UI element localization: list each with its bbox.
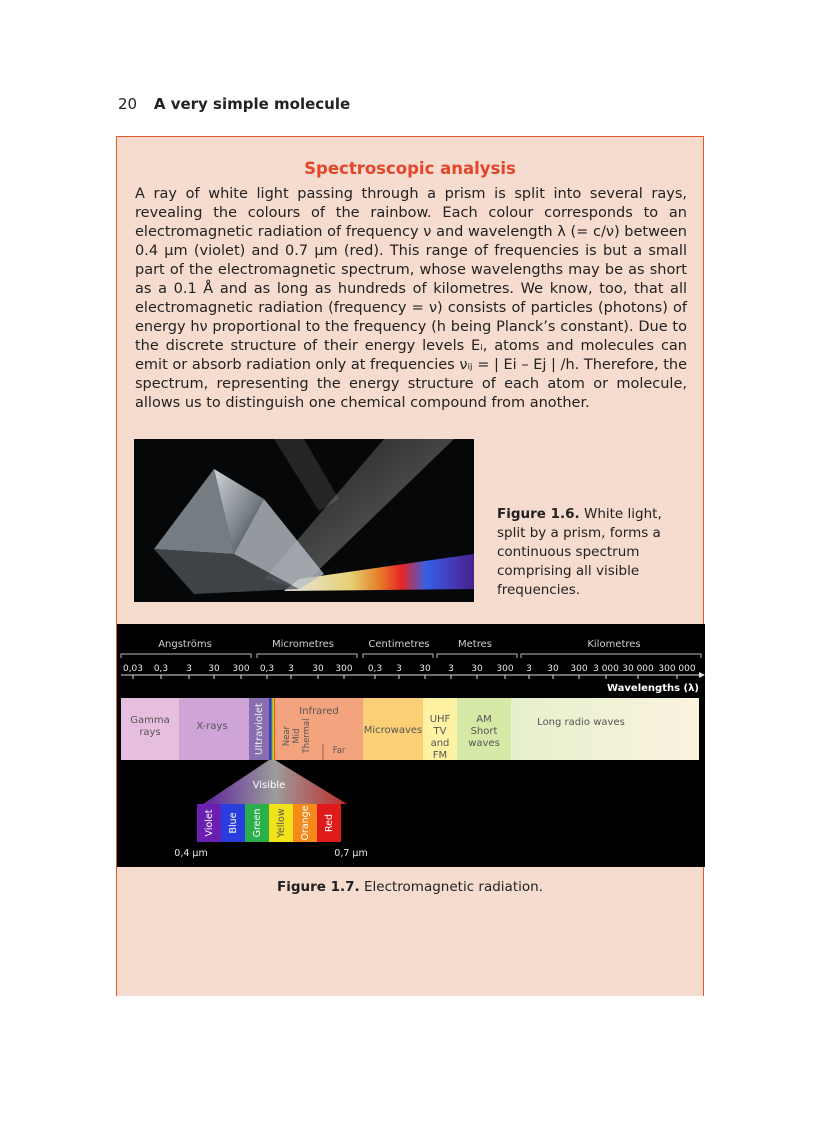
tick-label: 0,3 [259,664,275,674]
em-spectrum-diagram [117,624,705,867]
tick-label: 300 000 [658,664,696,674]
tick-label: 3 [186,664,192,674]
tick-label: 30 000 [622,664,654,674]
figure-1-7-caption [117,879,703,895]
axis-arrow-icon [699,672,705,678]
wavelength-axis-label: Wavelengths (λ) [606,683,699,694]
band-gamma-label: Gamma rays [130,715,170,738]
band-uhf-line-3: and [430,738,450,749]
band-uhf-line-2: TV [433,726,447,737]
page-number: 20 [118,95,138,113]
tick-label: 30 [312,664,324,674]
visible-label-blue: Blue [228,812,239,834]
box-paragraph: A ray of white light passing through a prism is split into several rays, revealing the colours of the rainbow. Each colour corresponds to an electromagnetic radiation of frequency ν and wavelength λ (= c/ν) between 0.4 μm (violet) and 0.7 μm (red). This range of frequencies is but a small part of the electromagnetic spectrum, whose wavelengths may be as short as a 0.1 Å and as long as hundreds of kilometres. We know, too, that all electromagnetic radiation (frequency = ν) consists of particles (photons) of energy hν proportional to the frequency (h being Planck’s constant). Due to the discrete structure of their energy levels Eᵢ, atoms and molecules can emit or absorb radiation only at frequencies νᵢⱼ = | Ei – Ej | /h. Therefore, the spectrum, representing the energy structure of each atom or molecule, allows us to distinguish one chemical compound from another. [135,186,687,411]
figure-1-7-label: Figure 1.7. [277,879,360,895]
wavelength-axis [121,675,699,679]
prism-illustration [134,439,474,602]
unit-header-centimetres: Centimetres [368,639,430,650]
unit-header-metres: Metres [458,639,492,650]
unit-brackets [121,654,701,658]
figure-1-6-text: White light, split by a prism, forms a continuous spectrum comprising all visible frequencies. [497,506,662,598]
tick-label: 3 [526,664,532,674]
band-xrays-label: X-rays [196,721,228,732]
band-thermal-label: Thermal [302,718,312,754]
band-am-line-3: waves [468,738,500,749]
tick-labels [123,664,696,674]
visible-min-label: 0,4 μm [174,848,208,859]
visible-label-orange: Orange [300,805,311,841]
band-microwaves-label: Microwaves [363,725,423,736]
tick-label: 300 [496,664,514,674]
tick-label: 0,3 [367,664,383,674]
figure-1-6-caption [497,505,672,600]
tick-label: 3 [448,664,454,674]
band-am-line-2: Short [470,726,498,737]
band-far-label: Far [332,746,346,756]
tick-label: 30 [208,664,220,674]
band-uv-label: Ultraviolet [254,703,265,755]
band-uhf-line-1: UHF [429,714,451,725]
em-spectrum-svg [117,624,705,867]
tick-label: 3 000 [593,664,619,674]
tick-label: 0,3 [153,664,169,674]
band-mid-label: Mid [292,728,302,744]
tick-label: 300 [570,664,588,674]
running-head [118,95,350,113]
band-long-radio-label: Long radio waves [537,717,625,728]
unit-header-micrometres: Micrometres [272,639,334,650]
tick-label: 3 [396,664,402,674]
figure-1-7-text: Electromagnetic radiation. [363,879,543,895]
band-near-label: Near [282,725,292,747]
band-uhf-line-4: FM [432,750,448,761]
tick-label: 3 [288,664,294,674]
visible-max-label: 0,7 μm [334,848,368,859]
figure-1-6-label: Figure 1.6. [497,506,580,522]
tick-label: 30 [419,664,431,674]
tick-label: 30 [547,664,559,674]
tick-label: 300 [335,664,353,674]
tick-label: 0,03 [122,664,144,674]
band-infrared-label: Infrared [299,706,339,717]
box-title: Spectroscopic analysis [304,159,516,178]
prism-photo [134,439,474,602]
running-title: A very simple molecule [153,95,351,113]
spectroscopy-box [116,136,704,996]
visible-label: Visible [252,780,286,791]
band-long-radio [511,698,699,760]
unit-header-kilometres: Kilometres [587,639,641,650]
band-visible-strip [269,698,275,760]
tick-label: 300 [232,664,250,674]
unit-header-angstroms: Angströms [158,639,212,650]
visible-label-green: Green [252,808,263,838]
visible-label-yellow: Yellow [276,808,287,838]
band-am-line-1: AM [476,714,492,725]
tick-label: 30 [471,664,483,674]
visible-label-violet: Violet [204,809,215,837]
visible-label-red: Red [324,813,335,833]
